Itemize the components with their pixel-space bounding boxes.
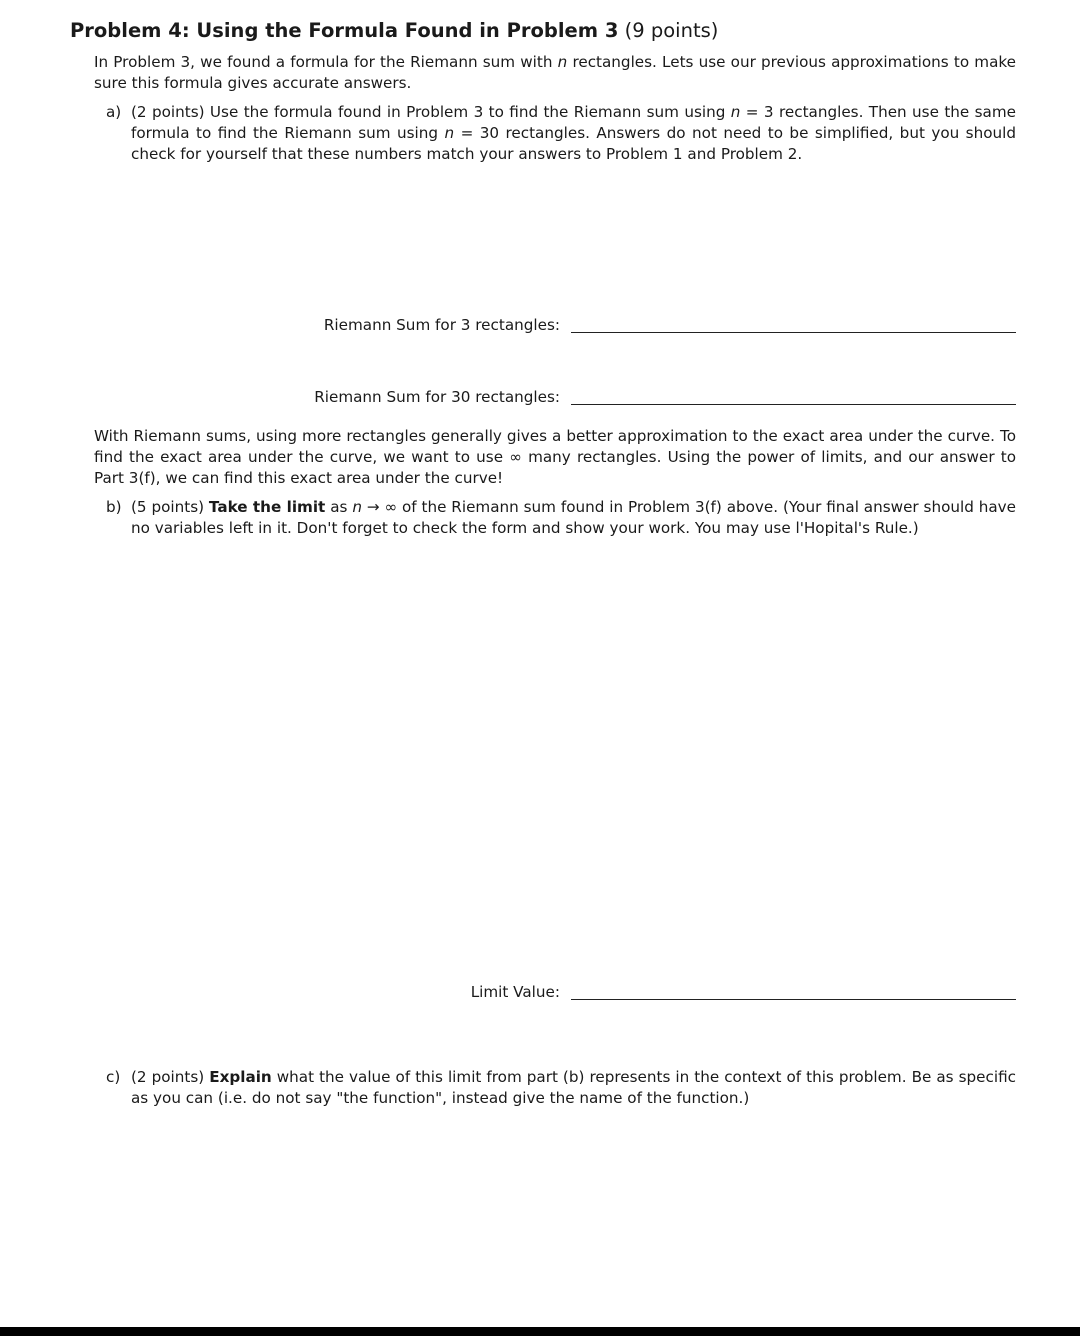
answer-label-3-rectangles: Riemann Sum for 3 rectangles: [323, 316, 560, 334]
part-a [106, 102, 1016, 165]
part-c-text: (2 points) Explain what the value of this limit from part (b) represents in the context of this problem. Be as specific as you can (i.e. do not say "the function", instead give the name of the function.) [131, 1068, 1016, 1107]
part-c [106, 1067, 1016, 1109]
problem-points: (9 points) [624, 19, 719, 42]
bottom-black-bar [0, 1327, 1080, 1336]
answer-line-3-rectangles[interactable] [571, 332, 1016, 333]
part-a-label: a) [106, 103, 122, 121]
part-c-label: c) [106, 1068, 121, 1086]
intro-paragraph: In Problem 3, we found a formula for the Riemann sum with n rectangles. Lets use our previous approximations to make sure this formula gives accurate answers. [94, 53, 1016, 92]
part-b-text: (5 points) Take the limit as n → ∞ of the Riemann sum found in Problem 3(f) above. (Your final answer should have no variables left in it. Don't forget to check the form and show your work. You may use l'Hopital's Rule.) [131, 498, 1016, 537]
answer-label-30-rectangles: Riemann Sum for 30 rectangles: [314, 388, 560, 406]
answer-line-30-rectangles[interactable] [571, 404, 1016, 405]
answer-row-30-rectangles [0, 387, 1080, 409]
answer-line-limit-value[interactable] [571, 999, 1016, 1000]
part-b [106, 497, 1016, 539]
part-a-text: (2 points) Use the formula found in Problem 3 to find the Riemann sum using n = 3 rectangles. Then use the same formula to find the Riemann sum using n = 30 rectangles. Answers do not need to be simplified, but you should check for yourself that these numbers match your answers to Problem 1 and Problem 2. [131, 103, 1017, 163]
part-b-label: b) [106, 498, 122, 516]
middle-paragraph: With Riemann sums, using more rectangles generally gives a better approximation to the exact area under the curve. To find the exact area under the curve, we want to use ∞ many rectangles. Using the power of limits, and our answer to Part 3(f), we can find this exact area under the curve! [94, 427, 1016, 487]
answer-row-limit-value [0, 982, 1080, 1004]
problem-title [70, 18, 718, 44]
problem-heading: Problem 4: Using the Formula Found in Problem 3 [70, 19, 619, 42]
answer-row-3-rectangles [0, 315, 1080, 337]
answer-label-limit-value: Limit Value: [470, 983, 560, 1001]
